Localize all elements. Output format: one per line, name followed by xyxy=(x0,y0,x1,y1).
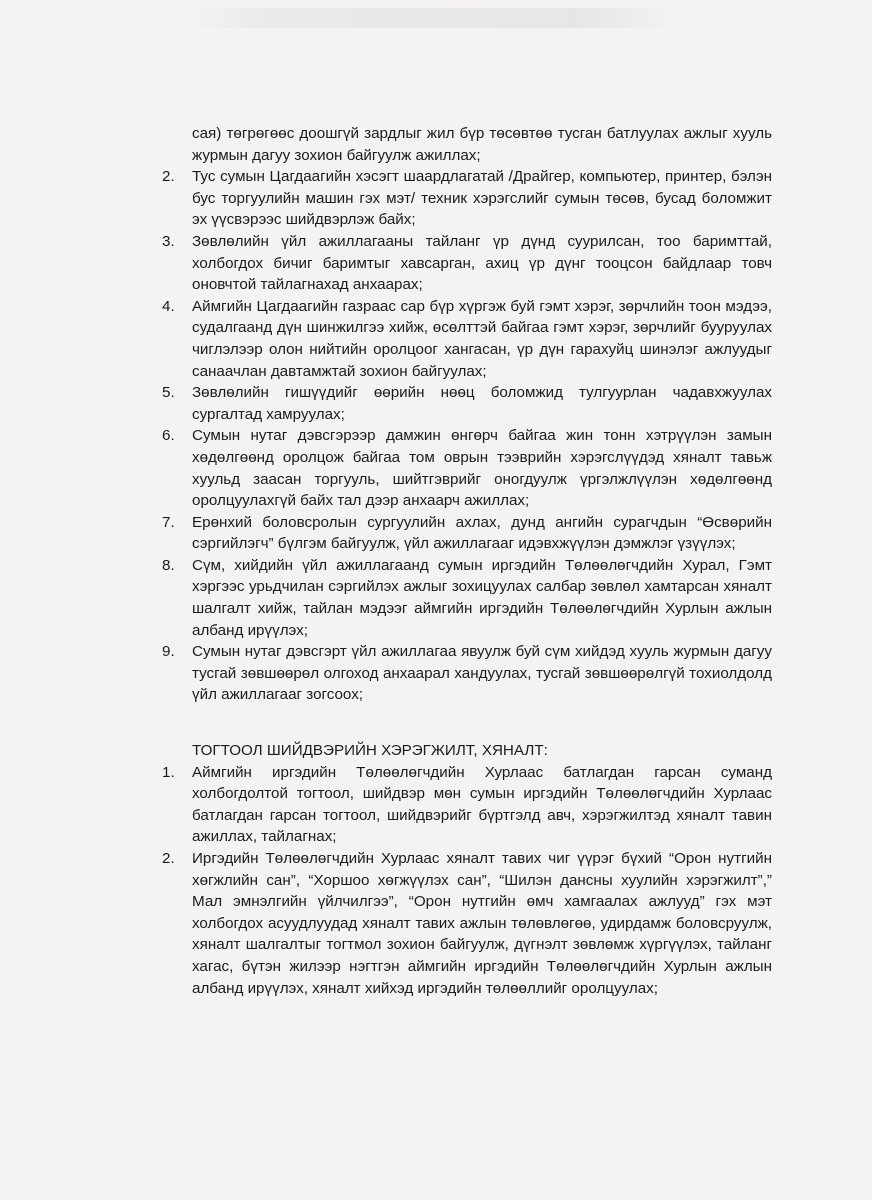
list-item-text: Сумын нутаг дэвсгэрт үйл ажиллагаа явуулж буй сүм хийдэд хууль журмын дагуу тусгай зөвшөөрөл олгоход анхаарал хандуулах, тусгай зөвшөөрөлгүй тохиолдолд үйл ажиллагааг зогсоох; xyxy=(192,643,772,704)
list-item xyxy=(162,166,772,231)
list-item-number: 8. xyxy=(162,556,175,574)
list-section-1 xyxy=(162,166,772,706)
list-item-text: Сумын нутаг дэвсгэрээр дамжин өнгөрч байгаа жин тонн хэтрүүлэн замын хөдөлгөөнд оролцож байгаа том оврын тээврийн хэрэгслүүдэд хяналт тавьж хуульд заасан торгууль, шийтгэврийг оногдуулж үргэлжлүүлэн хөдөлгөөнд оролцуулахгүй байх тал дээр анхаарч ажиллах; xyxy=(192,427,772,510)
list-item-text: Тус сумын Цагдаагийн хэсэгт шаардлагатай /Драйгер, компьютер, принтер, бэлэн бус торгуулийн машин гэх мэт/ техник хэрэгслийг сумын төсөв, бусад боломжит эх үүсвэрээс шийдвэрлэж байх; xyxy=(192,168,772,229)
list-item-number: 2. xyxy=(162,168,175,186)
list-item-text: Аймгийн Цагдаагийн газраас сар бүр хүргэж буй гэмт хэрэг, зөрчлийн тоон мэдээ, судалгаанд дүн шинжилгээ хийж, өсөлттэй байгаа гэмт хэрэг, зөрчлийг бууруулах чиглэлээр олон нийтийн оролцоог хангасан, үр дүн гарахуйц шинэлэг ажлуудыг санаачлан давтамжтай зохион байгуулах; xyxy=(192,297,772,380)
list-item-text: Ерөнхий боловсролын сургуулийн ахлах, дунд ангийн сурагчдын “Өсвөрийн сэргийлэгч” бүлгэм байгуулж, үйл ажиллагааг идэвхжүүлэн дэмжлэг үзүүлэх; xyxy=(192,513,772,553)
list-item-number: 7. xyxy=(162,513,175,531)
document-body xyxy=(162,123,772,999)
list-item xyxy=(162,425,772,511)
list-item xyxy=(162,641,772,706)
list-item-number: 2. xyxy=(162,850,175,867)
list-item-text: Сүм, хийдийн үйл ажиллагаанд сумын иргэдийн Төлөөлөгчдийн Хурал, Гэмт хэргээс урьдчилан сэргийлэх ажлыг зохицуулах салбар зөвлөл хамтарсан хяналт шалгалт хийж, тайлан мэдээг аймгийн иргэдийн Төлөөлөгчдийн Хурлын ажлын албанд ирүүлэх; xyxy=(192,556,772,639)
list-item xyxy=(162,382,772,425)
list-section-2 xyxy=(162,762,772,1000)
list-item-text: Аймгийн иргэдийн Төлөөлөгчдийн Хурлаас батлагдан гарсан суманд холбогдолтой тогтоол, шийдвэр мөн сумын иргэдийн Төлөөлөгчдийн Хурлаас батлагдан гарсан тогтоол, шийдвэрийг бүртгэлд авч, хэрэгжилтэд хяналт тавин ажиллах, тайлагнах; xyxy=(192,763,772,846)
list-item-number: 6. xyxy=(162,427,175,445)
list-item xyxy=(162,296,772,382)
list-item-number: 1. xyxy=(162,763,175,781)
section-heading: ТОГТООЛ ШИЙДВЭРИЙН ХЭРЭГЖИЛТ, ХЯНАЛТ: xyxy=(192,742,548,760)
continuation-paragraph: сая) төгрөгөөс доошгүй зардлыг жил бүр төсөвтөө тусган батлуулах ажлыг хууль журмын дагуу зохион байгуулж ажиллах; xyxy=(192,125,772,164)
list-item-number: 5. xyxy=(162,384,175,402)
list-item xyxy=(162,512,772,555)
list-item-text: Иргэдийн Төлөөлөгчдийн Хурлаас хяналт тавих чиг үүрэг бүхий “Орон нутгийн хөгжлийн сан”, “Хоршоо хөгжүүлэх сан”, “Шилэн дансны хуулийн хэрэгжилт”,” Мал эмнэлгийн үйлчилгээ”, “Орон нутгийн өмч хамгаалах ажлууд” гэх мэт холбогдох асуудлуудад хяналт тавих ажлын төлөвлөгөө, удирдамж боловсруулж, хяналт шалгалтыг тогтмол зохион байгуулж, дүгнэлт зөвлөмж хүргүүлэх, тайланг хагас, бүтэн жилээр нэгтгэн аймгийн иргэдийн Төлөөлөгчдийн Хурлын ажлын албанд ирүүлэх, хяналт хийхэд иргэдийн төлөөллийг оролцуулах; xyxy=(192,850,772,997)
list-item-text: Зөвлөлийн гишүүдийг өөрийн нөөц боломжид тулгуурлан чадавхжуулах сургалтад хамруулах; xyxy=(192,384,772,423)
scan-artifact xyxy=(180,8,680,28)
list-item xyxy=(162,762,772,848)
list-item-number: 3. xyxy=(162,232,175,250)
list-item-number: 4. xyxy=(162,297,175,315)
list-item-text: Зөвлөлийн үйл ажиллагааны тайланг үр дүнд суурилсан, тоо баримттай, холбогдох бичиг баримтыг хавсарган, ахиц үр дүнг тооцсон байдлаар товч оновчтой тайлагнахад анхаарах; xyxy=(192,232,772,294)
list-item xyxy=(162,555,772,641)
list-item xyxy=(162,848,772,999)
list-item-number: 9. xyxy=(162,643,175,661)
list-item xyxy=(162,231,772,296)
